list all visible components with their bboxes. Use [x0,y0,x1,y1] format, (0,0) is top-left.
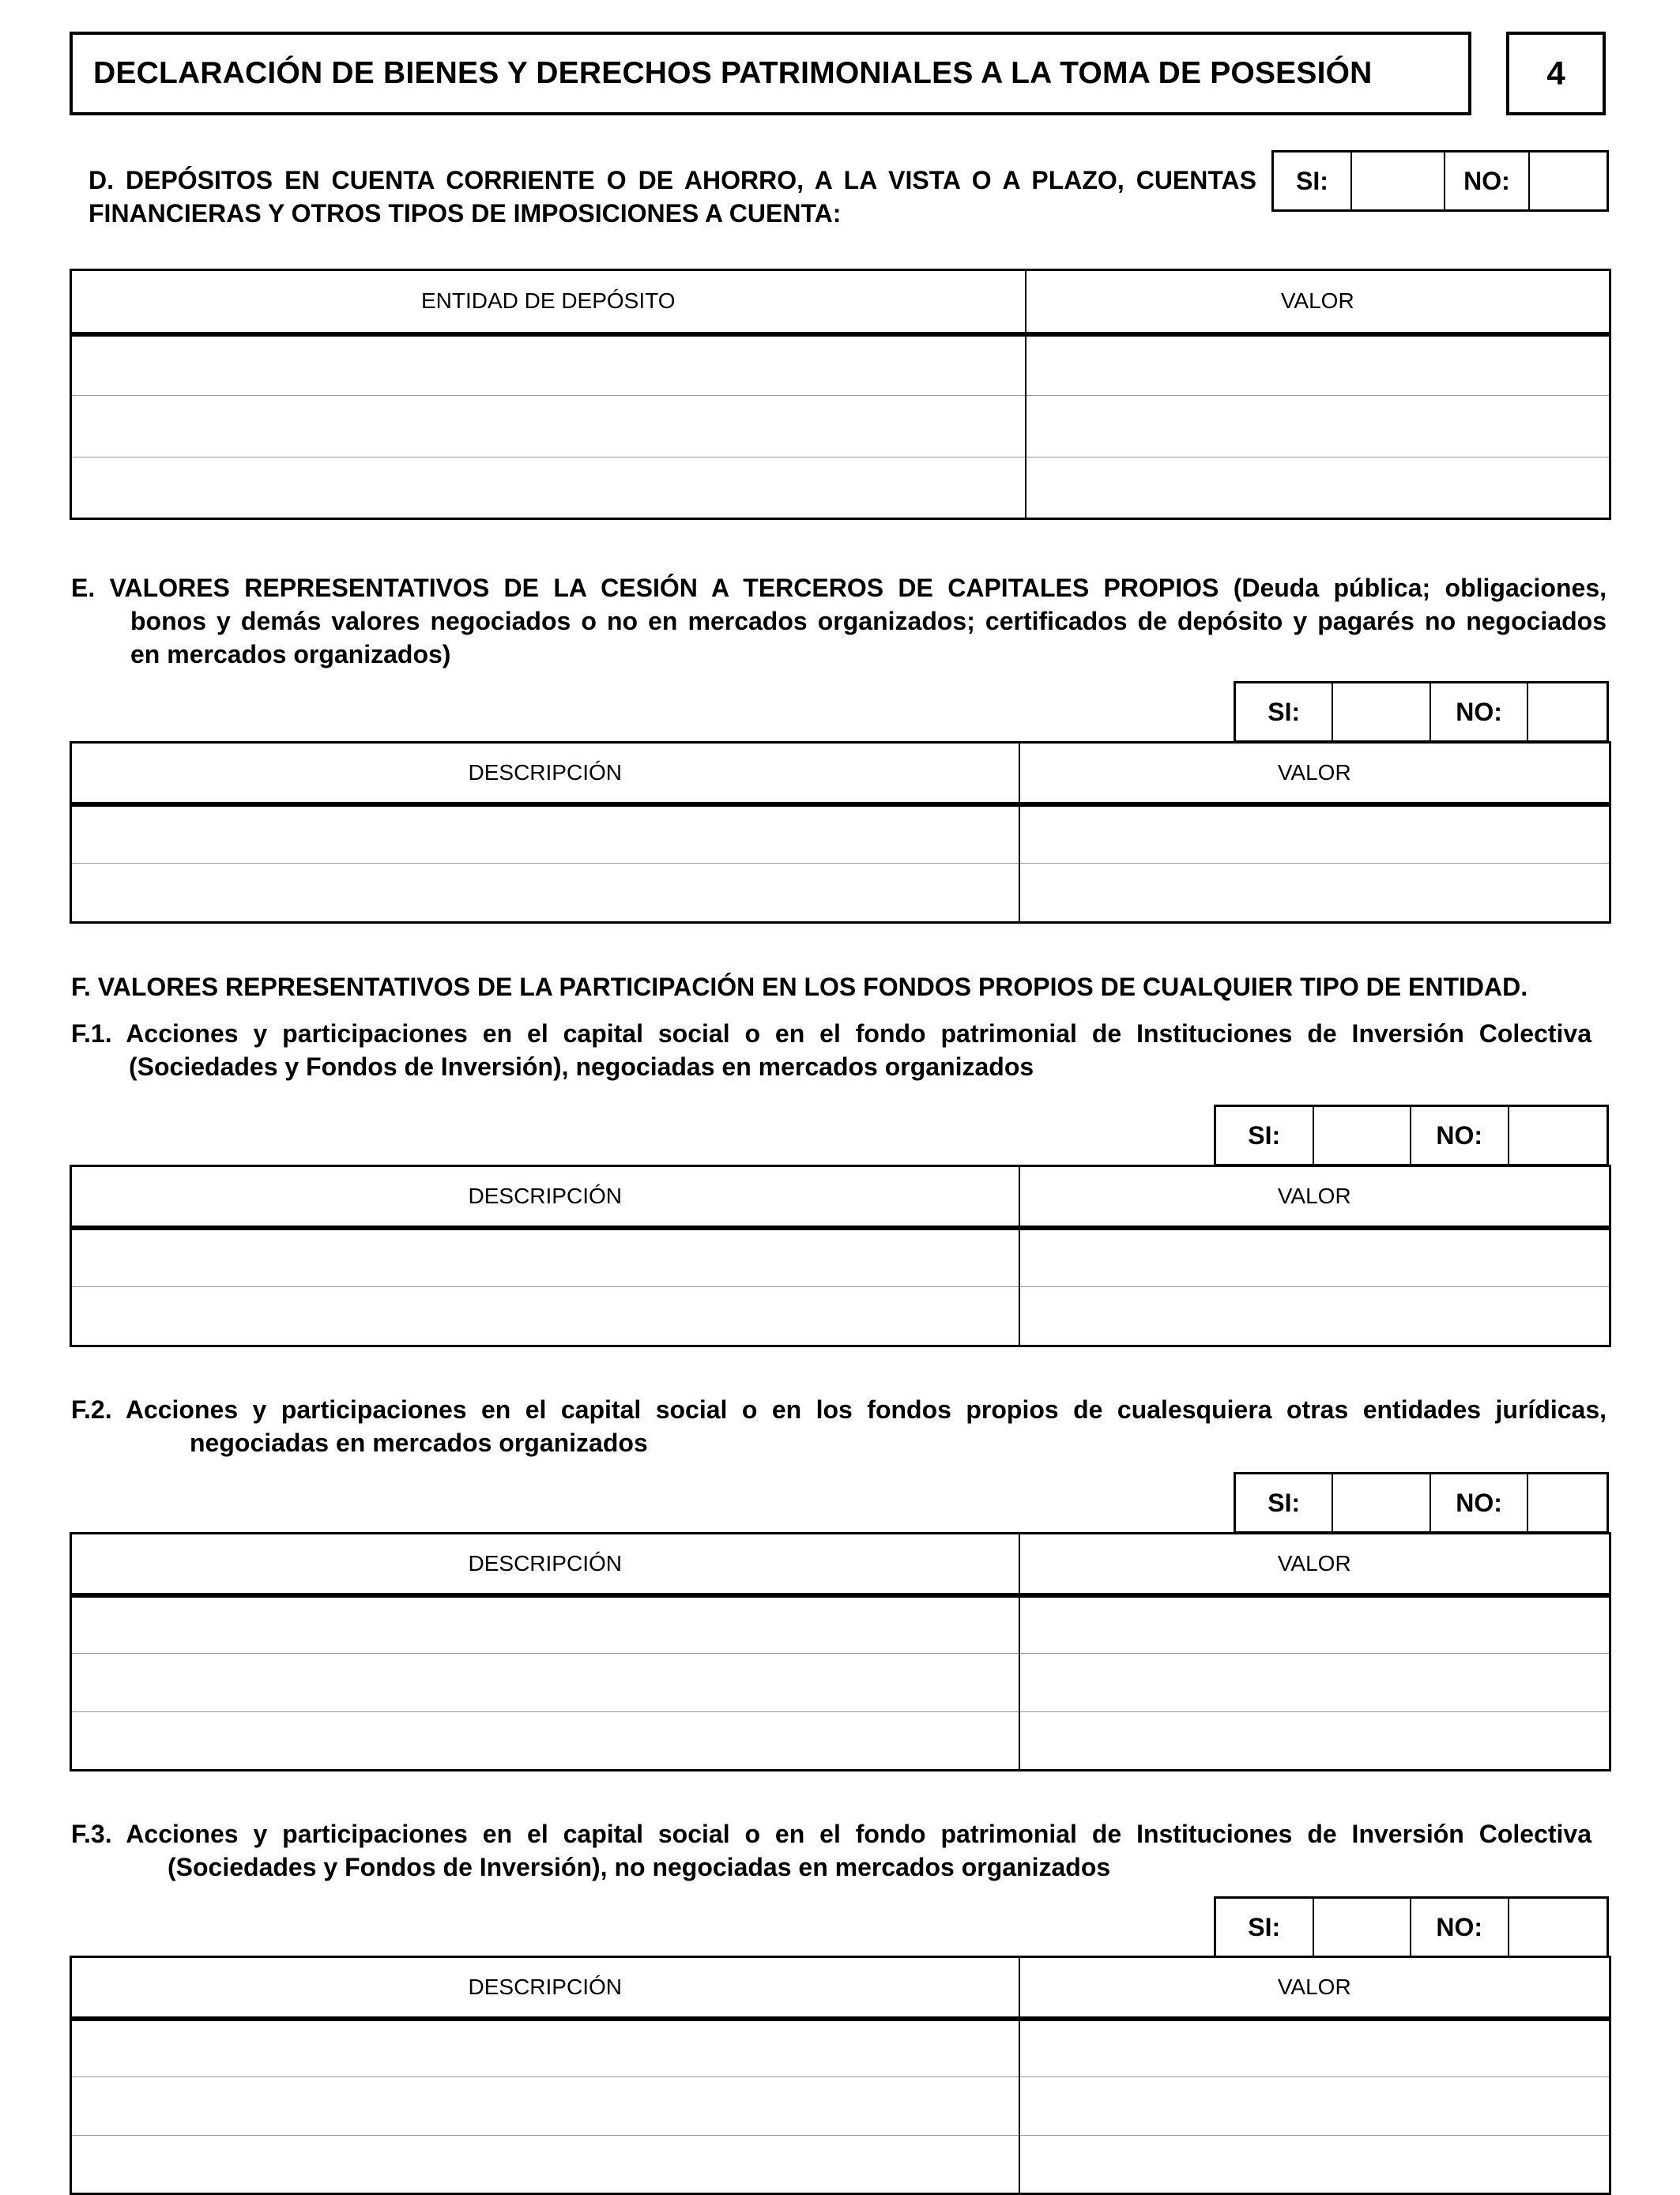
description-cell[interactable] [71,804,1019,864]
yes-checkbox[interactable] [1352,152,1445,209]
value-cell[interactable] [1019,2019,1610,2077]
description-cell[interactable] [71,1595,1019,1654]
value-cell[interactable] [1019,1287,1610,1346]
section-d-yes-no [1271,150,1609,212]
entity-cell[interactable] [71,334,1026,396]
yes-checkbox[interactable] [1333,1474,1430,1531]
description-cell[interactable] [71,1654,1019,1712]
column-header-value: VALOR [1019,743,1610,804]
section-e-heading-line2: bonos y demás valores negociados o no en mercados organizados; certificados de depósito y pagarés no negociados [130,607,1607,635]
no-checkbox[interactable] [1530,152,1607,209]
description-cell[interactable] [71,1228,1019,1287]
section-f1-heading-line1: F.1. Acciones y participaciones en el capital social o en el fondo patrimonial de Instituciones de Inversión Colectiva [71,1019,1591,1048]
value-cell[interactable] [1026,457,1610,519]
no-checkbox[interactable] [1509,1107,1607,1164]
column-header-entity: ENTIDAD DE DEPÓSITO [71,270,1026,334]
section-d-table [70,269,1611,520]
no-checkbox[interactable] [1528,683,1607,740]
value-cell[interactable] [1019,1595,1610,1654]
entity-cell[interactable] [71,457,1026,519]
section-f-heading: F. VALORES REPRESENTATIVOS DE LA PARTICIPACIÓN EN LOS FONDOS PROPIOS DE CUALQUIER TIPO DE ENTIDAD. [71,973,1528,1001]
column-header-value: VALOR [1026,270,1610,334]
column-header-description: DESCRIPCIÓN [71,1957,1019,2019]
column-header-description: DESCRIPCIÓN [71,1534,1019,1595]
section-d-heading-line2: FINANCIERAS Y OTROS TIPOS DE IMPOSICIONES A CUENTA: [89,199,842,228]
value-cell[interactable] [1019,1712,1610,1771]
description-cell[interactable] [71,1712,1019,1771]
page-number-box [1506,32,1606,115]
no-label: NO: [1431,1474,1528,1531]
value-cell[interactable] [1019,2077,1610,2136]
section-f2-heading-line1: F.2. Acciones y participaciones en el capital social o en los fondos propios de cualesquiera otras entidades jurídicas, [71,1395,1607,1424]
no-label: NO: [1445,152,1530,209]
section-f2-yes-no [1234,1472,1609,1534]
yes-label: SI: [1274,152,1352,209]
description-cell[interactable] [71,2019,1019,2077]
description-cell[interactable] [71,2136,1019,2194]
no-label: NO: [1411,1107,1509,1164]
yes-checkbox[interactable] [1314,1899,1412,1956]
section-d-heading [89,164,1256,230]
column-header-description: DESCRIPCIÓN [71,743,1019,804]
yes-checkbox[interactable] [1333,683,1430,740]
section-f1-heading [71,1017,1591,1083]
column-header-value: VALOR [1019,1166,1610,1228]
section-d-heading-line1: D. DEPÓSITOS EN CUENTA CORRIENTE O DE AHORRO, A LA VISTA O A PLAZO, CUENTAS [89,166,1256,194]
no-checkbox[interactable] [1528,1474,1607,1531]
yes-label: SI: [1216,1899,1314,1956]
section-e-heading-line1: E. VALORES REPRESENTATIVOS DE LA CESIÓN A TERCEROS DE CAPITALES PROPIOS (Deuda pública; obligaciones, [71,574,1607,602]
column-header-value: VALOR [1019,1957,1610,2019]
description-cell[interactable] [71,1287,1019,1346]
yes-checkbox[interactable] [1314,1107,1412,1164]
section-f2-table [70,1532,1611,1771]
section-f1-yes-no [1214,1105,1609,1166]
section-f3-yes-no [1214,1896,1609,1958]
value-cell[interactable] [1019,804,1610,864]
section-e-heading-line3: en mercados organizados) [130,640,451,668]
form-title: DECLARACIÓN DE BIENES Y DERECHOS PATRIMONIALES A LA TOMA DE POSESIÓN [93,56,1373,90]
no-label: NO: [1431,683,1528,740]
no-label: NO: [1411,1899,1509,1956]
yes-label: SI: [1216,1107,1314,1164]
section-f2-heading-line2: negociadas en mercados organizados [190,1429,648,1457]
page-number: 4 [1546,55,1565,92]
section-f2-heading [71,1393,1607,1459]
description-cell[interactable] [71,2077,1019,2136]
section-f3-heading [71,1817,1591,1884]
column-header-value: VALOR [1019,1534,1610,1595]
value-cell[interactable] [1019,1228,1610,1287]
yes-label: SI: [1236,1474,1333,1531]
yes-label: SI: [1236,683,1333,740]
value-cell[interactable] [1019,2136,1610,2194]
section-f3-heading-line2: (Sociedades y Fondos de Inversión), no negociadas en mercados organizados [168,1853,1111,1881]
section-f3-heading-line1: F.3. Acciones y participaciones en el capital social o en el fondo patrimonial de Instituciones de Inversión Colectiva [71,1820,1591,1848]
value-cell[interactable] [1026,334,1610,396]
value-cell[interactable] [1019,864,1610,923]
section-e-table [70,741,1611,924]
description-cell[interactable] [71,864,1019,923]
entity-cell[interactable] [71,396,1026,457]
section-e-heading [71,571,1607,671]
column-header-description: DESCRIPCIÓN [71,1166,1019,1228]
no-checkbox[interactable] [1509,1899,1607,1956]
section-f1-heading-line2: (Sociedades y Fondos de Inversión), negociadas en mercados organizados [129,1052,1034,1081]
section-f1-table [70,1165,1611,1347]
value-cell[interactable] [1026,396,1610,457]
form-title-box [70,32,1471,115]
value-cell[interactable] [1019,1654,1610,1712]
section-f3-table [70,1956,1611,2195]
section-e-yes-no [1234,681,1609,743]
